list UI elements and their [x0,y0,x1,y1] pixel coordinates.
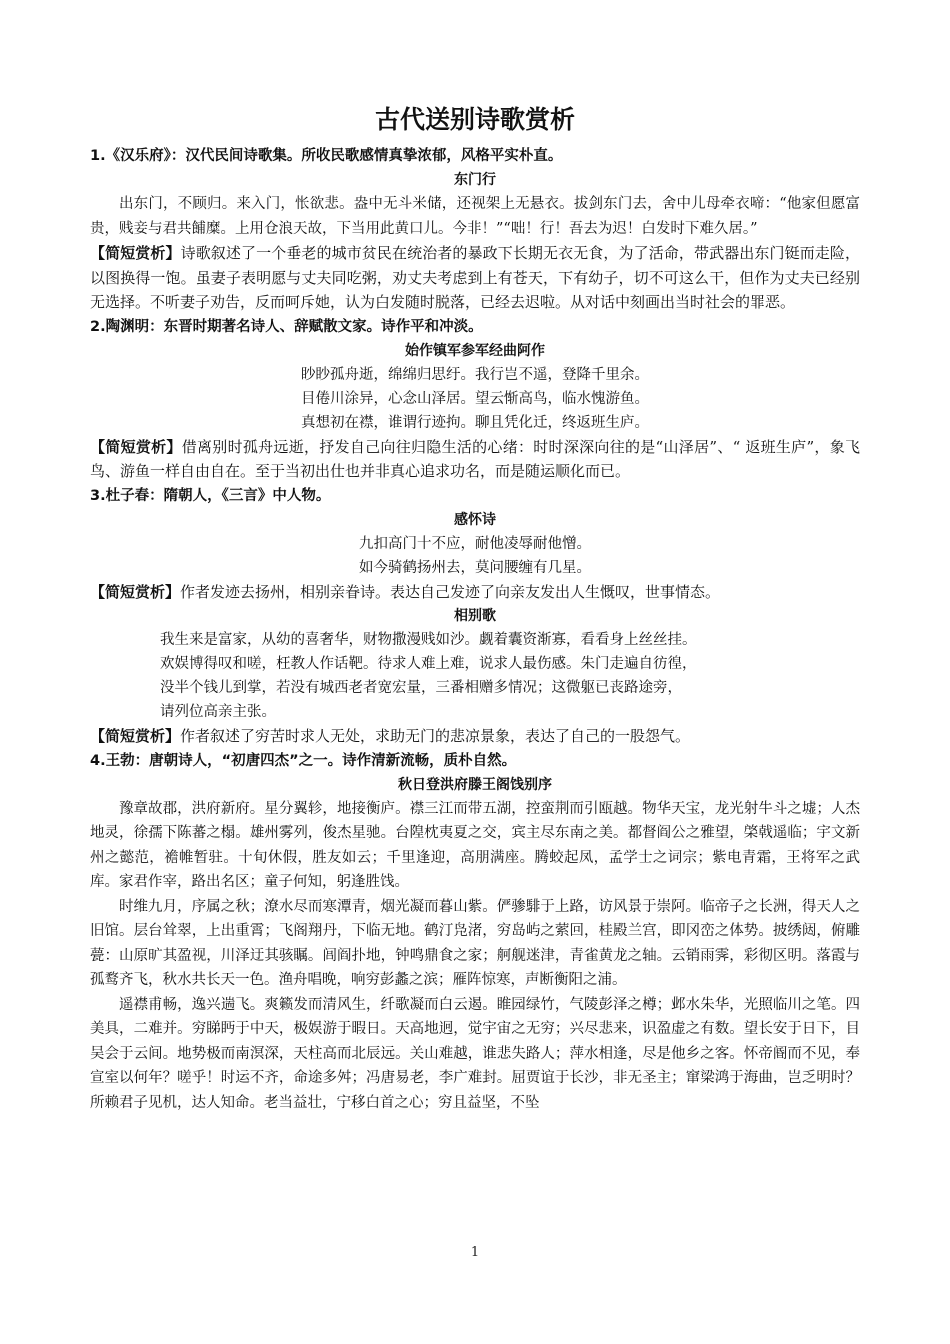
analysis-2 [90,435,860,484]
document-page [90,100,860,1115]
analysis-1 [90,241,860,315]
poem-title-dongmenxing: 东门行 [454,172,496,188]
prose-paragraph: 豫章故郡，洪府新府。星分翼轸，地接衡庐。襟三江而带五湖，控蛮荆而引瓯越。物华天宝，龙光射牛斗之墟；人杰地灵，徐孺下陈蕃之榻。雄州雾列，俊杰星驰。台隍枕夷夏之交，宾主尽东南之美。都督阎公之雅望，棨戟遥临；宇文新州之懿范，襜帷暂驻。十旬休假，胜友如云；千里逢迎，高朋满座。腾蛟起凤，孟学士之词宗；紫电青霜，王将军之武库。家君作宰，路出名区；童子何知，躬逢胜饯。 [90,800,860,890]
page-title: 古代送别诗歌赏析 [374,105,575,134]
analysis-3b [90,724,860,749]
poem-text-dongmenxing: 出东门，不顾归。来入门，怅欲悲。盎中无斗米储，还视架上无悬衣。拔剑东门去，舍中儿母牵衣啼：“他家但愿富贵，贱妾与君共餔糜。上用仓浪天故，下当用此黄口儿。今非！”“咄！行！吾去为迟！白发时下难久居。” [90,196,860,237]
section-2-heading: 2.陶渊明：东晋时期著名诗人、辞赋散文家。诗作平和冲淡。 [90,318,483,335]
section-3-heading: 3.杜子春：隋朝人，《三言》中人物。 [90,487,331,504]
analysis-tag: 【简短赏析】 [90,582,181,601]
page-number: 1 [470,1245,480,1260]
analysis-text: 作者叙述了穷苦时求人无处，求助无门的悲凉景象，表达了自己的一股怨气。 [180,727,691,745]
poem-line: 没半个钱儿到掌，若没有城西老者宽宏量，三番相赠多情况；这微躯已丧路途旁， [160,680,682,696]
analysis-text: 诗歌叙述了一个垂老的城市贫民在统治者的暴政下长期无衣无食，为了活命，带武器出东门铤而走险，以图换得一饱。虽妻子表明愿与丈夫同吃粥，劝丈夫考虑到上有苍天，下有幼子，切不可这么干，但作为丈夫已经别无选择。不听妻子劝告，反而呵斥她，认为白发随时脱落，已经去迟啦。从对话中刻画出当时社会的罪恶。 [90,244,860,311]
poem-line: 如今骑鹤扬州去，莫问腰缠有几星。 [359,559,591,576]
analysis-text: 借离别时孤舟远逝，抒发自己向往归隐生活的心绪：时时深深向往的是“山泽居”、“ 返班生庐”，象飞鸟、游鱼一样自由自在。至于当初出仕也并非真心追求功名，而是随运顺化而已。 [90,437,860,480]
section-1-heading: 1.《汉乐府》：汉代民间诗歌集。所收民歌感情真挚浓郁，风格平实朴直。 [90,148,563,164]
section-4-heading: 4.王勃：唐朝诗人，“初唐四杰”之一。诗作清新流畅，质朴自然。 [90,752,517,769]
analysis-3a [90,580,860,605]
poem-line: 九扣高门十不应，耐他凌辱耐他憎。 [359,535,591,552]
poem-title-ganhuai: 感怀诗 [454,511,496,528]
poem-line: 眇眇孤舟逝，绵绵归思纡。我行岂不遥，登降千里余。 [301,366,649,383]
poem-line: 请列位高亲主张。 [160,704,276,720]
poem-line: 目倦川涂异，心念山泽居。望云惭高鸟，临水愧游鱼。 [301,390,649,407]
analysis-tag: 【简短赏析】 [90,727,181,745]
poem-line: 真想初在襟，谁谓行迹拘。聊且凭化迁，终返班生庐。 [301,414,649,431]
poem-line: 欢娱博得叹和嗟，枉教人作话靶。待求人难上难，说求人最伤感。朱门走遍自彷徨， [160,656,697,672]
prose-paragraph: 时维九月，序属之秋；潦水尽而寒潭青，烟光凝而暮山紫。俨骖騑于上路，访风景于崇阿。临帝子之长洲，得天人之旧馆。层台耸翠，上出重霄；飞阁翔丹，下临无地。鹤汀凫渚，穷岛屿之萦回，桂殿兰宫，即冈峦之体势。披绣闼，俯雕甍：山原旷其盈视，川泽迂其骇瞩。闾阎扑地，钟鸣鼎食之家；舸舰迷津，青雀黄龙之轴。云销雨霁，彩彻区明。落霞与孤鹜齐飞，秋水共长天一色。渔舟唱晚，响穷彭蠡之滨；雁阵惊寒，声断衡阳之浦。 [90,898,860,988]
analysis-tag: 【简短赏析】 [90,437,182,456]
poem-title-tengwangge: 秋日登洪府滕王阁饯别序 [398,776,552,793]
poem-title-zhenjun: 始作镇军参军经曲阿作 [405,342,545,359]
poem-line: 我生来是富家，从幼的喜奢华，财物撒漫贱如沙。觑着囊资渐寡，看看身上丝丝挂。 [160,632,697,648]
analysis-tag: 【简短赏析】 [90,244,181,262]
poem-title-xiangbie: 相别歌 [454,608,496,624]
prose-paragraph: 遥襟甫畅，逸兴遄飞。爽籁发而清风生，纤歌凝而白云遏。睢园绿竹，气陵彭泽之樽；邺水朱华，光照临川之笔。四美具，二难并。穷睇眄于中天，极娱游于暇日。天高地迥，觉宇宙之无穷；兴尽悲来，识盈虚之有数。望长安于日下，目吴会于云间。地势极而南溟深，天柱高而北辰远。关山难越，谁悲失路人；萍水相逢，尽是他乡之客。怀帝阍而不见，奉宣室以何年？嗟乎！时运不齐，命途多舛；冯唐易老，李广难封。屈贾谊于长沙，非无圣主；窜梁鸿于海曲，岂乏明时？所赖君子见机，达人知命。老当益壮，宁移白首之心；穷且益坚，不坠 [90,996,860,1111]
analysis-text: 作者发迹去扬州，相别亲眷诗。表达自己发迹了向亲友发出人生慨叹，世事情态。 [180,582,721,601]
